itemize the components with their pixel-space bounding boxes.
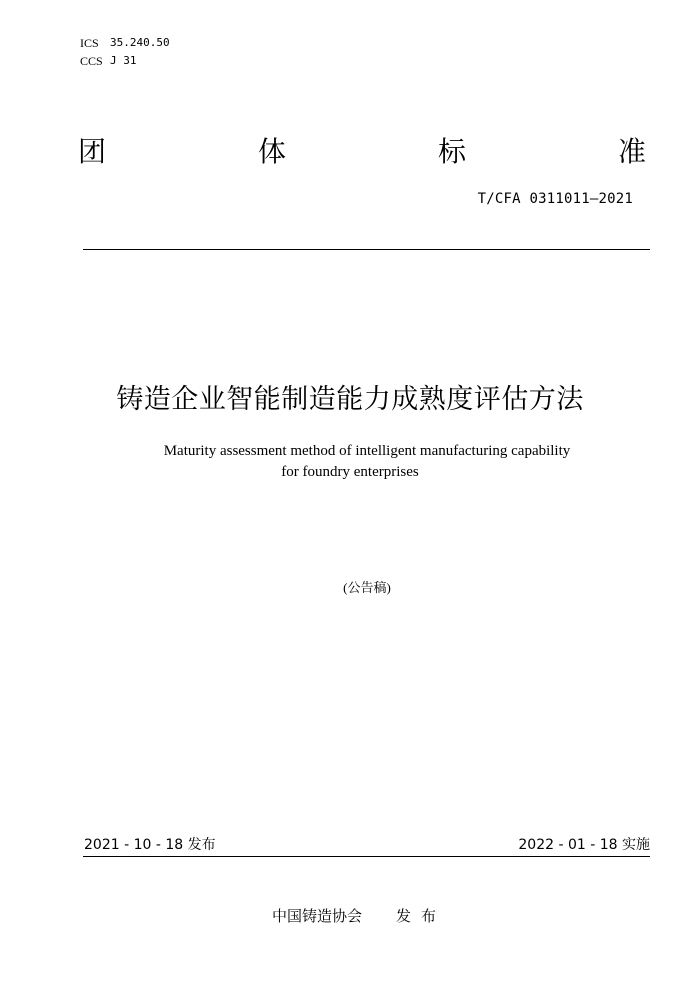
issue-date: 2021 - 10 - 18 发布 [84, 837, 216, 853]
publisher-line [272, 905, 446, 926]
ccs-row [80, 52, 170, 70]
top-divider [83, 249, 650, 250]
standard-type-heading [78, 134, 646, 170]
standard-type-char: 团 [78, 135, 107, 168]
standard-type-char: 标 [437, 135, 466, 168]
ccs-value: J 31 [110, 54, 137, 67]
title-english-line1: Maturity assessment method of intelligent manufacturing capability [163, 443, 571, 459]
classification-codes [80, 34, 170, 70]
effective-date: 2022 - 01 - 18 实施 [518, 837, 650, 853]
standard-type-char: 体 [257, 135, 286, 168]
title-english-line2: for foundry enterprises [281, 464, 419, 480]
standard-number: T/CFA 0311011—2021 [477, 191, 633, 207]
title-english [0, 441, 700, 483]
ics-row [80, 34, 170, 52]
ics-label: ICS [80, 36, 99, 50]
publisher-action: 发布 [396, 907, 447, 925]
ics-value: 35.240.50 [110, 36, 170, 49]
ccs-label: CCS [80, 54, 103, 68]
title-chinese: 铸造企业智能制造能力成熟度评估方法 [116, 384, 584, 415]
publisher-name: 中国铸造协会 [272, 907, 363, 925]
draft-status-label: (公告稿) [343, 580, 391, 595]
bottom-divider [83, 856, 650, 857]
standard-type-char: 准 [617, 135, 646, 168]
